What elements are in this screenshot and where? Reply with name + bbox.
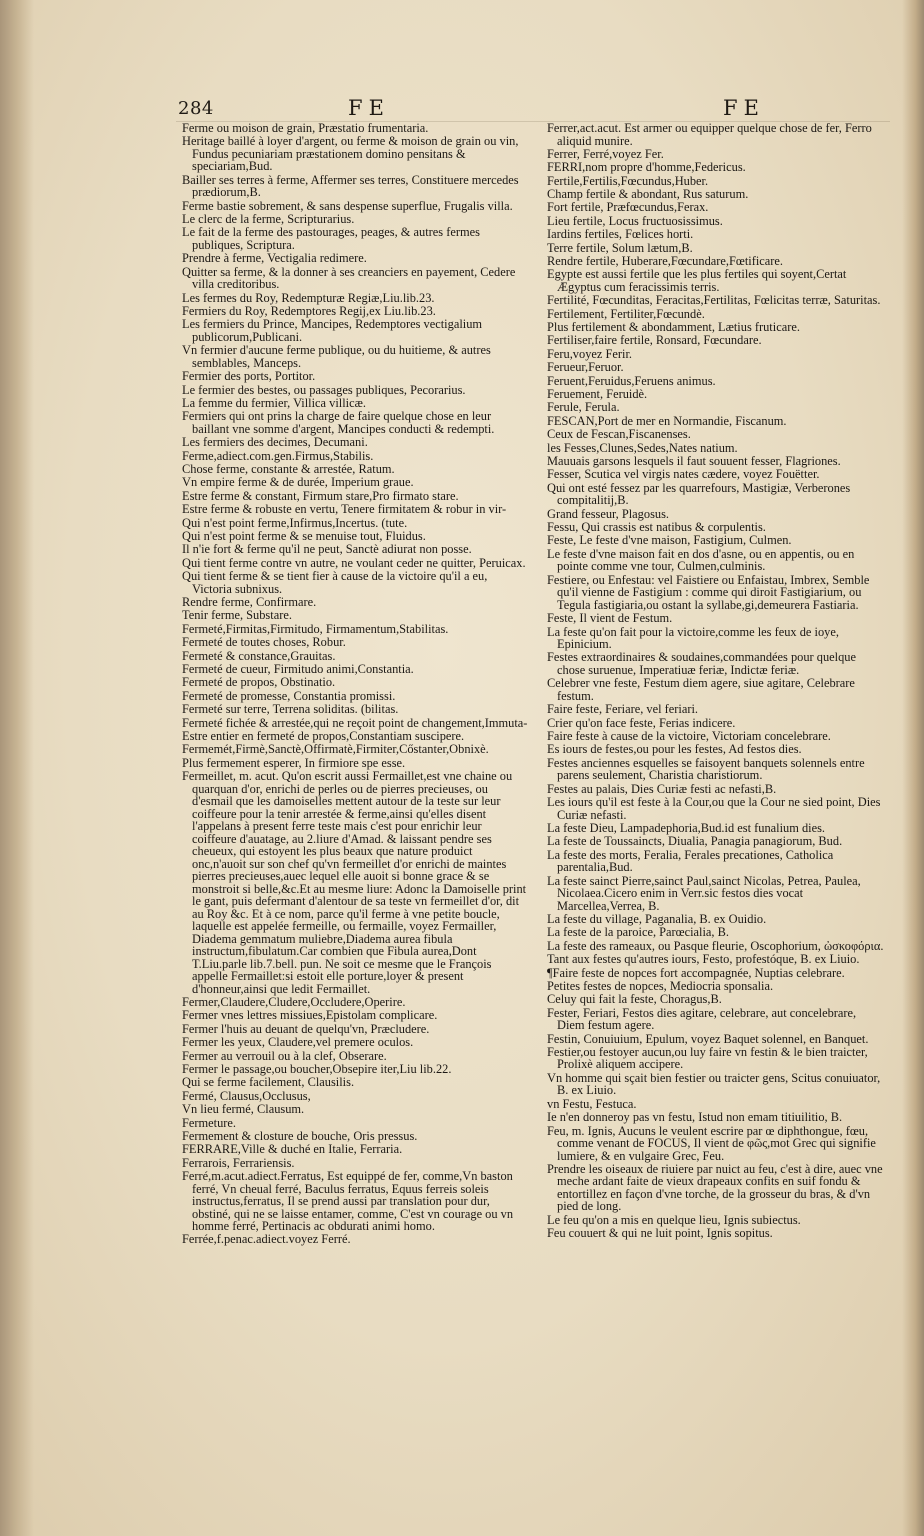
dictionary-entry: Fermeté,Firmitas,Firmitudo, Firmamentum,Stabilitas. [182,621,449,636]
header-left-letters: FE [348,96,390,120]
dictionary-entry: FERRARE,Ville & duché en Italie, Ferraria. [182,1142,403,1157]
dictionary-entry: Vn homme qui sçait bien festier ou traicter gens, Scitus conuiuator, B. ex Liuio. [547,1070,881,1098]
dictionary-entry: Prendre les oiseaux de riuiere par nuict au feu, c'est à dire, auec vne meche ardant faite de vieux drapeaux confits en suif fondu & entortillez en façon d'vne torche, de la grosseur du bras, & d'vn pied de long. [547,1161,883,1214]
dictionary-entry: Ferme bastie sobrement, & sans despense superflue, Frugalis villa. [182,198,513,213]
dictionary-entry: Les fermiers du Prince, Mancipes, Redemptores vectigalium publicorum,Publicani. [182,317,483,344]
dictionary-entry: Fermeillet, m. acut. Qu'on escrit aussi Fermaillet,est vne chaine ou quarquan d'or, enrichi de perles ou de pierres precieuses, ou d'esmail que les damoiselles mettent autour de la teste sur leur coiffeure pour la tenir arrestée & ferme,ainsi qu'elles disent l'appelans à present ferre teste mais c'est pour enrichir leur coiffeure d'auatage, au 2.liure d'Amad. & laissant pendre ses cheueux, qui estoyent les plus beaux que nature produict onc,n'auoit sur son chef qu'vn fermeillet d'or enrichi de maintes pierres precieuses,auec lequel elle auoit si bonne grace & se monstroit si belle,&c.Et au mesme liure: Adonc la Damoiselle print le gant, puis defermant d'alentour de sa teste vn fermeillet d'or, dit au Roy &c. Et à ce nom, parce qu'il ferme à vne petite boucle, laquelle est appelée fermeille, ou fermaille, voyez Fermailler, Diadema gemmatum muliebre,Diadema aurea fibula instructum,fibulatum.Car combien que Fibula aurea,Dont T.Liu.parle lib.7.bell. pun. Ne soit ce mesme que le François appelle Fermaillet:si estoit elle porture,loyer & present d'honneur,ainsi que ledit Fermaillet. [182,769,527,996]
dictionary-entry: Festes extraordinaires & soudaines,commandées pour quelque chose suruenue, Imperatiuæ feriæ, Indictæ feriæ. [547,650,856,677]
dictionary-entry: Prendre à ferme, Vectigalia redimere. [182,251,367,266]
dictionary-entry: Fermeté & constance,Grauitas. [182,648,336,663]
dictionary-entry: La feste qu'on fait pour la victoire,comme les feux de ioye, Epinicium. [547,624,839,651]
dictionary-entry: Fermeté de cueur, Firmitudo animi,Constantia. [182,662,414,676]
dictionary-entry: La feste de Toussaincts, Diualia, Panagia panagiorum, Bud. [547,834,843,849]
dictionary-entry: Grand fesseur, Plagosus. [547,506,670,521]
dictionary-entry: Feste, Le feste d'vne maison, Fastigium, Culmen. [547,533,792,548]
dictionary-entry: Ferule, Ferula. [547,400,620,415]
dictionary-entry: Fermeté de propos, Obstinatio. [182,675,336,690]
dictionary-entry: Estre ferme & constant, Firmum stare,Pro firmato stare. [182,488,459,503]
dictionary-entry: Ferueur,Feruor. [547,360,624,375]
dictionary-entry: Fermeture. [182,1115,237,1130]
dictionary-entry: Tenir ferme, Substare. [182,608,292,623]
dictionary-entry: Bailler ses terres à ferme, Affermer ses terres, Constituere mercedes prædiorum,B. [182,172,519,200]
dictionary-entry: Feu, m. Ignis, Aucuns le veulent escrire par œ diphthongue, fœu, comme venant de FOCUS, Il vient de φῶς,mot Grec qui signifie lumiere, & en vulgaire Grec, Feu. [547,1123,876,1163]
dictionary-entry: Les fermiers des decimes, Decumani. [182,435,368,450]
dictionary-entry: Terre fertile, Solum lætum,B. [547,240,693,255]
dictionary-entry: Quitter sa ferme, & la donner à ses creanciers en payement, Cedere villa creditoribus. [182,264,516,292]
dictionary-entry: Qui n'est point ferme,Infirmus,Incertus. (tute. [182,515,408,530]
dictionary-entry: Ferré,m.acut.adiect.Ferratus, Est equippé de fer, comme,Vn baston ferré, Vn cheual ferré, Baculus ferratus, Equus ferreis soleis instructus,ferratus, Il se prend aussi par translation pour dur, obstiné, qui ne se laisse entamer, comme, C'est vn courage ou vn homme ferré, Pertinacis ac obdurati animi homo. [182,1169,514,1234]
dictionary-entry: Festiere, ou Enfestau: vel Faistiere ou Enfaistau, Imbrex, Semble qu'il vienne de Fastigium : comme qui diroit Fastigiarium, ou Tegula fastigiaria,ou ostant la syllabe,gi,demeurera Fastiaria. [547,572,870,612]
dictionary-entry: Tant aux festes qu'autres iours, Festo, profestóque, B. ex Liuio. [547,952,860,967]
dictionary-entry: Il n'ie fort & ferme qu'il ne peut, Sanctè adiurat non posse. [182,542,472,557]
dictionary-entry: Vn empire ferme & de durée, Imperium graue. [182,475,414,490]
dictionary-entry: Egypte est aussi fertile que les plus fertiles qui soyent,Certat Ægyptus cum feracissimis terris. [547,267,847,294]
dictionary-entry: Fertile,Fertilis,Fœcundus,Huber. [547,173,709,188]
dictionary-entry: Fermé, Clausus,Occlusus, [182,1088,311,1103]
dictionary-entry: Le fermier des bestes, ou passages publiques, Pecorarius. [182,382,466,397]
dictionary-entry: Heritage baillé à loyer d'argent, ou ferme & moison de grain ou vin, Fundus pecuniariam præstationem domino pensitans & speciariam,Bud. [182,134,519,174]
dictionary-entry: Faire feste, Feriare, vel feriari. [547,702,699,717]
dictionary-entry: Festin, Conuiuium, Epulum, voyez Baquet solennel, en Banquet. [547,1031,869,1046]
dictionary-entry: Mauuais garsons lesquels il faut souuent fesser, Flagriones. [547,453,841,468]
dictionary-entry: Qui se ferme facilement, Clausilis. [182,1075,355,1090]
dictionary-entry: Rendre ferme, Confirmare. [182,595,317,610]
dictionary-entry: Les fermes du Roy, Redempturæ Regiæ,Liu.lib.23. [182,290,435,305]
dictionary-entry: FERRI,nom propre d'homme,Federicus. [547,160,746,175]
header-right-letters: FE [723,96,765,120]
dictionary-entry: Fester, Feriari, Festos dies agitare, celebrare, aut concelebrare, Diem festum agere. [547,1005,857,1033]
dictionary-entry: Champ fertile & abondant, Rus saturum. [547,187,749,202]
right-column [547,122,885,1241]
dictionary-entry: Vn fermier d'aucune ferme publique, ou du huitieme, & autres semblables, Manceps. [182,343,491,370]
dictionary-entry: Crier qu'on face feste, Ferias indicere. [547,715,736,730]
dictionary-entry: Fermiers du Roy, Redemptores Regij,ex Liu.lib.23. [182,304,436,319]
dictionary-entry: Celuy qui fait la feste, Choragus,B. [547,992,722,1007]
dictionary-entry: Feru,voyez Ferir. [547,346,632,361]
dictionary-entry: Fermeté de promesse, Constantia promissi. [182,688,396,703]
dictionary-entry: Fermement & closture de bouche, Oris pressus. [182,1128,418,1143]
left-column [182,122,528,1247]
dictionary-entry: Feu couuert & qui ne luit point, Ignis sopitus. [547,1226,773,1241]
dictionary-entry: La feste des morts, Feralia, Ferales precationes, Catholica parentalia,Bud. [547,847,834,875]
dictionary-entry: Feruement, Feruidè. [547,387,648,402]
dictionary-entry: La feste de la paroice, Parœcialia, B. [547,925,729,940]
dictionary-entry: Plus fertilement & abondamment, Lætius fruticare. [547,320,800,335]
dictionary-entry: Estre ferme & robuste en vertu, Tenere firmitatem & robur in vir- [182,502,507,517]
dictionary-entry: Qui n'est point ferme & se menuise tout, Fluidus. [182,528,426,543]
dictionary-entry: Fermier des ports, Portitor. [182,369,316,384]
dictionary-entry: Fertilité, Fœcunditas, Feracitas,Fertilitas, Fœlicitas terræ, Saturitas. [547,293,881,308]
dictionary-entry: Festes anciennes esquelles se faisoyent banquets solennels entre parens seulement, Charistia charistiorum. [547,755,865,783]
dictionary-entry: Ferrarois, Ferrariensis. [182,1155,295,1170]
dictionary-entry: La femme du fermier, Villica villicæ. [182,395,366,410]
dictionary-entry: Plus fermement esperer, In firmiore spe esse. [182,755,406,770]
dictionary-entry: Feruent,Feruidus,Feruens animus. [547,373,716,388]
dictionary-entry: Les iours qu'il est feste à la Cour,ou que la Cour ne sied point, Dies Curiæ nefasti. [547,795,881,822]
dictionary-entry: Fermiers qui ont prins la charge de faire quelque chose en leur baillant vne somme d'argent, Mancipes conducti & redempti. [182,409,495,436]
running-header [178,96,898,122]
dictionary-entry: Chose ferme, constante & arrestée, Ratum. [182,462,395,477]
dictionary-entry: Rendre fertile, Huberare,Fœcundare,Fœtificare. [547,254,784,269]
dictionary-entry: Fermer le passage,ou boucher,Obsepire iter,Liu lib.22. [182,1061,452,1076]
dictionary-entry: Fermer au verrouil ou à la clef, Obserare. [182,1048,387,1063]
page-number: 284 [178,98,214,119]
dictionary-entry: Ferme ou moison de grain, Præstatio frumentaria. [182,121,429,135]
dictionary-entry: vn Festu, Festuca. [547,1096,637,1111]
dictionary-entry: Fermeté sur terre, Terrena soliditas. (bilitas. [182,702,399,717]
dictionary-entry: Fertilement, Fertiliter,Fœcundè. [547,306,705,321]
dictionary-entry: La feste des rameaux, ou Pasque fleurie, Oscophorium, ὠσκοφόρια. [547,938,884,953]
dictionary-entry: Qui tient ferme contre vn autre, ne voulant ceder ne quitter, Peruicax. [182,555,526,570]
dictionary-entry: Ferme,adiect.com.gen.Firmus,Stabilis. [182,448,374,463]
dictionary-entry: Iardins fertiles, Fœlices horti. [547,227,694,242]
dictionary-entry: Fort fertile, Præfœcundus,Ferax. [547,200,709,215]
dictionary-entry: Es iours de festes,ou pour les festes, Ad festos dies. [547,742,802,757]
dictionary-entry: La feste sainct Pierre,sainct Paul,sainct Nicolas, Petrea, Paulea, Nicolaea.Cicero enim in Verr.sic festos dies vocat Marcellea,Verrea, B. [547,873,861,913]
dictionary-entry: Feste, Il vient de Festum. [547,611,673,626]
dictionary-entry: Ferrer,act.acut. Est armer ou equipper quelque chose de fer, Ferro aliquid munire. [547,121,872,148]
dictionary-entry: Faire feste à cause de la victoire, Victoriam concelebrare. [547,728,831,743]
dictionary-entry: Celebrer vne feste, Festum diem agere, siue agitare, Celebrare festum. [547,676,855,703]
dictionary-entry: Fermer les yeux, Claudere,vel premere oculos. [182,1035,414,1050]
dictionary-entry: La feste du village, Paganalia, B. ex Ouidio. [547,911,767,926]
dictionary-entry: Festier,ou festoyer aucun,ou luy faire vn festin & le bien traicter, Prolixè aliquem accipere. [547,1044,868,1072]
dictionary-entry: Fermeté fichée & arrestée,qui ne reçoit point de changement,Immuta- [182,715,528,730]
dictionary-entry: Qui tient ferme & se tient fier à cause de la victoire qu'il a eu, Victoria subnixus. [182,569,488,596]
dictionary-entry: Fermemét,Firmè,Sanctè,Offirmatè,Firmiter,Cőstanter,Obnixè. [182,742,489,757]
dictionary-entry: Fermer,Claudere,Cludere,Occludere,Operire. [182,995,406,1010]
dictionary-entry: Ie n'en donneroy pas vn festu, Istud non emam titiuilitio, B. [547,1110,843,1125]
dictionary-entry: Ceux de Fescan,Fiscanenses. [547,427,691,442]
dictionary-entry: Qui ont esté fessez par les quarrefours, Mastigiæ, Verberones compitalitij,B. [547,480,851,508]
dictionary-entry: Fermeté de toutes choses, Robur. [182,635,346,650]
dictionary-entry: La feste Dieu, Lampadephoria,Bud.id est funalium dies. [547,820,826,835]
dictionary-entry: Fermer l'huis au deuant de quelqu'vn, Præcludere. [182,1021,430,1036]
dictionary-entry: Lieu fertile, Locus fructuosissimus. [547,213,723,228]
dictionary-entry: Estre entier en fermeté de propos,Constantiam suscipere. [182,728,465,743]
dictionary-entry: Le feste d'vne maison fait en dos d'asne, ou en appentis, ou en pointe comme vne tour, Culmen,culminis. [547,546,855,574]
dictionary-entry: Fessu, Qui crassis est natibus & corpulentis. [547,520,766,535]
dictionary-entry: Vn lieu fermé, Clausum. [182,1102,305,1117]
dictionary-entry: Fermer vnes lettres missiues,Epistolam complicare. [182,1008,438,1023]
dictionary-entry: les Fesses,Clunes,Sedes,Nates natium. [547,440,738,455]
dictionary-entry: ¶Faire feste de nopces fort accompagnée, Nuptias celebrare. [547,965,845,980]
dictionary-entry: Ferrer, Ferré,voyez Fer. [547,146,664,161]
dictionary-entry: Petites festes de nopces, Mediocria sponsalia. [547,978,774,993]
dictionary-entry: Festes au palais, Dies Curiæ festi ac nefasti,B. [547,781,777,796]
dictionary-entry: Le feu qu'on a mis en quelque lieu, Ignis subiectus. [547,1212,801,1227]
dictionary-entry: FESCAN,Port de mer en Normandie, Fiscanum. [547,413,787,428]
dictionary-entry: Ferrée,f.penac.adiect.voyez Ferré. [182,1232,351,1247]
page-edge-shadow [902,0,924,1536]
page-gutter-shadow [0,0,34,1536]
dictionary-entry: Fertiliser,faire fertile, Ronsard, Fœcundare. [547,333,762,348]
dictionary-entry: Le fait de la ferme des pastourages, peages, & autres fermes publiques, Scriptura. [182,225,480,252]
dictionary-entry: Fesser, Scutica vel virgis nates cædere, voyez Fouëtter. [547,467,820,482]
dictionary-entry: Le clerc de la ferme, Scripturarius. [182,212,355,227]
